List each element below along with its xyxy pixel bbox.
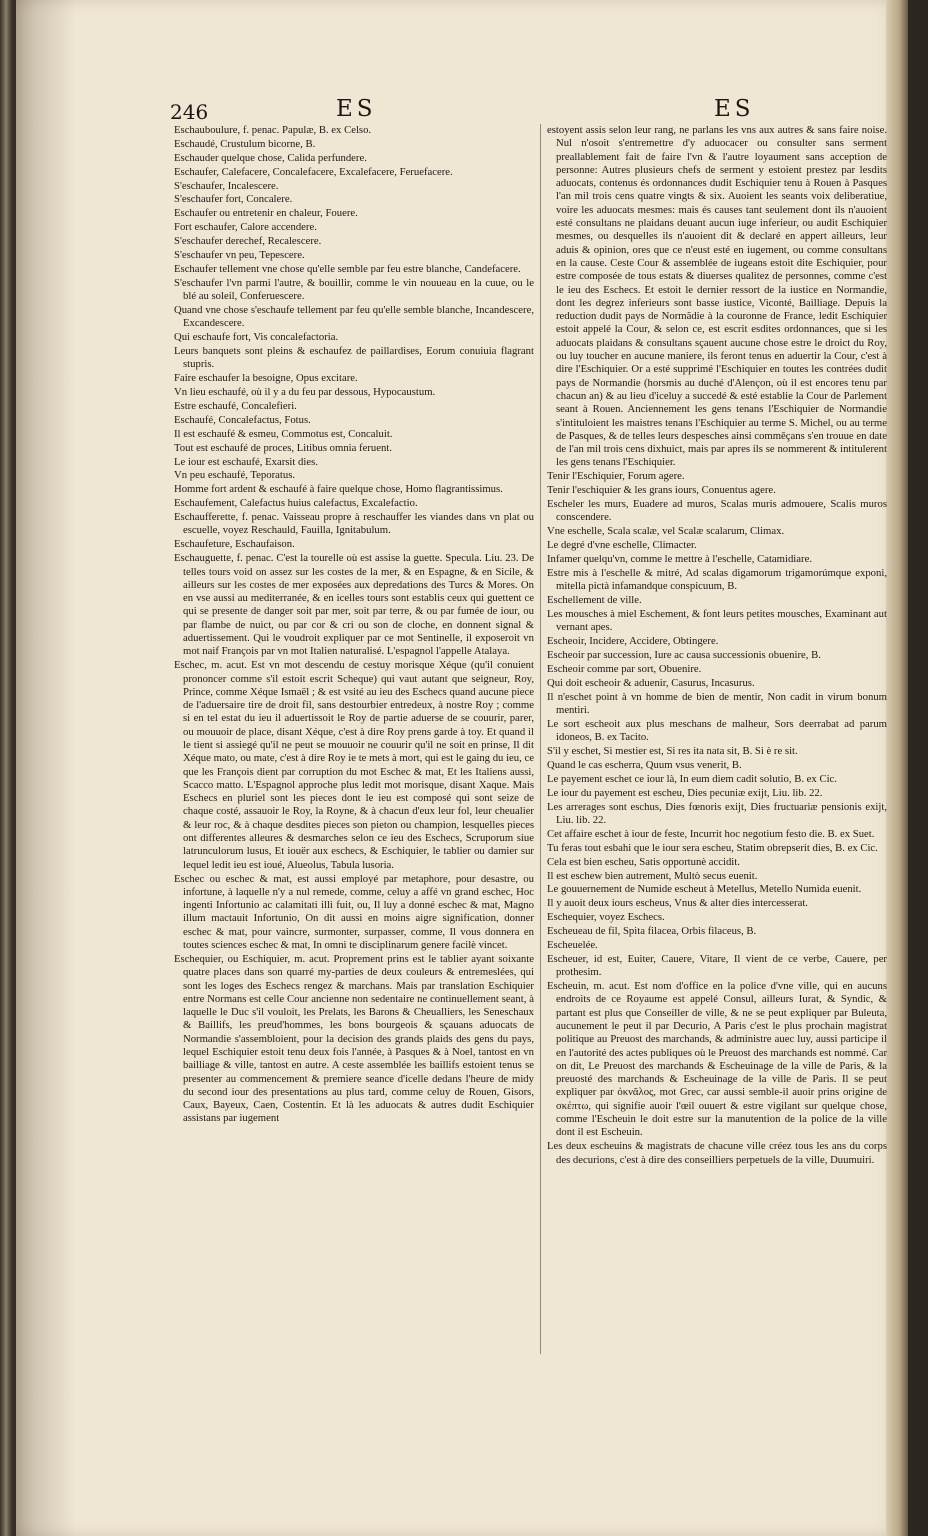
entry: Il est eschaufé & esmeu, Commotus est, Concaluit. [174, 427, 393, 440]
entry: Le sort escheoit aux plus meschans de malheur, Sors deerrabat ad parum idoneos, B. ex Tacito. [547, 717, 887, 744]
entry: Les mousches à miel Eschement, & font leurs petites mousches, Examinant aut vernant apes. [547, 608, 887, 634]
entry: Vne eschelle, Scala scalæ, vel Scalæ scalarum, Climax. [547, 525, 785, 538]
entry: Eschauder quelque chose, Calida perfundere. [174, 151, 367, 164]
page-number: 246 [170, 100, 209, 124]
entry: S'eschaufer derechef, Recalescere. [174, 235, 322, 248]
column-rule [540, 124, 541, 1354]
entry: Les deux escheuins & magistrats de chacune ville créez tous les ans du corps des decurions, c'est à dire des conseilliers perpetuels de la ville, Duumuiri. [547, 1140, 887, 1166]
entry: estoyent assis selon leur rang, ne parlans les vns aux autres & sans faire noise. Nul n'osoit s'entremettre d'y aduocacer ou consulter sans serment preallablement fait de faire l'vn & l'autre loyaument sans acception de personne: Autres plusieurs chefs de serment y estoient prestez par lesdits aduocats, contenus és ordonnances dudit Eschiquier tenu à Rouen à Pasques l'an mil trois cens quatre vingts & six. Auoient les seants voix deliberatiue, voire les aduocats mesmes: mais és causes tant seulement dont ils n'auoient esté consultans ne plaidans deuant aucun iuge inferieur, ou audit Eschiquier mesmes, ou desquelles ils n'auoient dit & declaré en appert ailleurs, leur aduis & opinion, ores que ce n'eust esté en iugement, ou comme consultans en la cause. Ceste Cour & assemblée de iugeans estoit dite Eschiquier, pour estre composée de tous estats & diuerses qualitez de personnes, comme c'est le ieu des Eschecs. Et estoit le dernier ressort de la iustice en Normandie, dont les degrez inferieurs sont basse iustice, Viconté, Bailliage. Depuis la reduction dudit pays de Normãdie à la couronne de France, ledit Eschiquier estoit appelé la Cour, & selon ce, est escrit esdites ordonnances, que si les aduocats plaidans & consultans sçauent aucune chose estre le droict du Roy, ou luy toucher en aucune maniere, ils feront tenus en aduertir la Cour, c'est à dire l'Eschiquier. Or a esté supprimé l'Eschiquier en toutes les contrées dudit pays de Normandie (horsmis au duché d'Alençon, où il est encores tenu par chacun an) & au lieu d'iceluy a succedé & esté establie la Cour de Parlement seant à Rouen. Anciennement les gens tenans l'Eschiquier de Normandie s'intituloient les maistres tenans l'Eschiquier au terme S. Michel, ou au terme de Pasques, & de telles leurs despesches ainsi commēçans s'en trouue en date de l'an mil trois cens dixhuict, mais par apres ils se nommerent & intitulerent les gens tenans l'Eschiquier. [547, 124, 887, 469]
entry: Leurs banquets sont pleins & eschaufez de paillardises, Eorum conuiuia flagrant stupris. [174, 345, 534, 371]
entry: Eschaudé, Crustulum bicorne, B. [174, 137, 316, 150]
entry: S'eschaufer l'vn parmi l'autre, & bouillir, comme le vin nouueau en la cuue, ou le blé au soleil, Conferuescere. [174, 276, 534, 303]
entry: S'il y eschet, Si mestier est, Si res ita nata sit, B. Si è re sit. [547, 745, 798, 758]
right-running-head: ES [714, 96, 755, 122]
entry: Escheueau de fil, Spita filacea, Orbis filaceus, B. [547, 925, 757, 938]
entry: Escheoir par succession, Iure ac causa successionis obuenire, B. [547, 649, 821, 662]
entry: Quand vne chose s'eschaufe tellement par feu qu'elle semble blanche, Incandescere, Excandescere. [174, 303, 534, 330]
entry: Escheoir, Incidere, Accidere, Obtingere. [547, 635, 719, 648]
entry: Eschaufé, Concalefactus, Fotus. [174, 413, 311, 426]
entry: Escheuer, id est, Euiter, Cauere, Vitare, Il vient de ce verbe, Cauere, per prothesim. [547, 952, 887, 979]
entry: Quand le cas escherra, Quum vsus venerit, B. [547, 759, 742, 772]
entry: Fort eschaufer, Calore accendere. [174, 221, 317, 234]
gutter-shadow [16, 0, 76, 1536]
entry: Le iour est eschaufé, Exarsit dies. [174, 455, 318, 468]
entry: Il y auoit deux iours escheus, Vnus & alter dies intercesserat. [547, 897, 808, 910]
entry: Homme fort ardent & eschaufé à faire quelque chose, Homo flagrantissimus. [174, 483, 503, 496]
entry: Escheler les murs, Euadere ad muros, Scalas muris admouere, Scalis muros conscendere. [547, 498, 887, 524]
entry: Infamer quelqu'vn, comme le mettre à l'eschelle, Catamidiare. [547, 553, 812, 566]
entry: S'eschaufer, Incalescere. [174, 179, 279, 192]
entry: Tenir l'Eschiquier, Forum agere. [547, 470, 685, 483]
entry: Faire eschaufer la besoigne, Opus excitare. [174, 372, 358, 385]
entry: Tu feras tout esbahi que le iour sera escheu, Statim obrepserit dies, B. ex Cic. [547, 841, 878, 854]
entry: Tenir l'eschiquier & les grans iours, Conuentus agere. [547, 484, 776, 497]
entry: Eschaufferette, f. penac. Vaisseau propre à reschauffer les viandes dans vn plat ou escuelle, voyez Reschauld, Fauilla, Ignitabulum. [174, 511, 534, 537]
entry: Cet affaire eschet à iour de feste, Incurrit hoc negotium festo die. B. ex Suet. [547, 827, 875, 840]
entry: Eschauguette, f. penac. C'est la tourelle où est assise la guette. Specula. Liu. 23. De telles tours void on assez sur les costes de la mer, & en Espagne, & en Sicile, & ailleurs sur les costes de mer exposées aux depredations des Turcs & Mores. On en vse aussi au mediterranée, & en icelles tours sont establis ceux qui guettent ce qui se presente de danger soit par mer, soit par terre, & ou par fumée de iour, ou par flambe de nuict, ou par cor & cri ou son de cloche, en donnent signal & aduertissement. Qui le voudroit expliquer par ce mot Sentinelle, il exposeroit vn mot naif François par vn mot Italien naturalisé. L'espagnol l'appelle Atalaya. [174, 552, 534, 658]
entry: Eschequier, voyez Eschecs. [547, 911, 665, 924]
left-column [174, 124, 534, 1354]
entry: Il est eschew bien autrement, Multò secus euenit. [547, 869, 758, 882]
entry: Le degré d'vne eschelle, Climacter. [547, 539, 697, 552]
entry: Vn peu eschaufé, Teporatus. [174, 469, 296, 482]
entry: Eschequier, ou Eschiquier, m. acut. Proprement prins est le tablier ayant soixante quatre places dans son quarré my-parties de deux couleurs & entremeslées, qui sont les loges des Eschecs rengez & marchans. Mais par translation Eschiquier entre Normans est celle Cour ancienne non sedentaire ne continuellement seant, à laquelle le Duc s'il vouloit, les Prelats, les Barons & Cheualliers, les Seneschaux & Baillifs, les preud'hommes, les bons bourgeois & sçauans aduocats de Normandie s'assembloient, pour la decision des grands plaids des gens du pays, lequel Eschiquier estoit tenu deux fois l'année, à Pasques & à Noel, tantost en vn bailliage & ville, tantost en autre. A ceste assemblée les baillifs estoient tenus se presenter au commencement & premiere seance d'icelle dedans l'heure de midy du second iour des presentations au plus tard, comme celuy de Rouen, Gisors, Caux, Bayeux, Caen, Costentin. Et là les aduocats & autres dudit Eschiquier assistans par iugement [174, 952, 534, 1125]
entry: Le iour du payement est escheu, Dies pecuniæ exijt, Liu. lib. 22. [547, 786, 823, 799]
entry: Le gouuernement de Numide escheut à Metellus, Metello Numida euenit. [547, 883, 862, 896]
entry: Cela est bien escheu, Satis opportunè accidit. [547, 855, 740, 868]
entry: Eschauboulure, f. penac. Papulæ, B. ex Celso. [174, 124, 372, 136]
entry: Estre mis à l'eschelle & mitré, Ad scalas digamorum trigamorúmque exponi, mitella pictà infamandque conspicuum, B. [547, 566, 887, 593]
entry: Eschaufer tellement vne chose qu'elle semble par feu estre blanche, Candefacere. [174, 262, 521, 275]
right-column [547, 124, 887, 1479]
entry: Estre eschaufé, Concalefieri. [174, 400, 297, 413]
entry: Escheuin, m. acut. Est nom d'office en la police d'vne ville, qui en aucuns endroits de ce Royaume est appelé Consul, ailleurs Iurat, & Syndic, & partant est plus que Conseiller de ville, & ne se peut expliquer par Buleuta, aucunement le peut il par Decurio, A Paris c'est le plus prochain magistrat politique au Preuost des marchands, & administre auec luy, aussi participe il en l'autorité des actes publiques où le Preuost des marchands est nommé. Car on dit, Le Preuost des marchands & Escheuinage de la ville de Paris, & la preuosté des marchands & Escheuinage de la ville de Paris. Il se peut expliquer par ὀκνᾶλος, mot Grec, car aussi semble-il auoir prins origine de σκέπτω, qui signifie auoir l'œil ouuert & estre vigilant sur quelque chose, comme l'Escheuin le doit estre sur la manutention de la police de la ville dont il est Escheuin. [547, 980, 887, 1139]
entry: Eschaufement, Calefactus huius calefactus, Excalefactio. [174, 497, 418, 510]
entry: Tout est eschaufé de proces, Litibus omnia feruent. [174, 441, 392, 454]
entry: Eschec, m. acut. Est vn mot descendu de cestuy morisque Xéque (qu'il conuient prononcer comme s'il estoit escrit Scheque) qui vaut autant que seigneur, Roy, Prince, comme Xéque Ismaël ; & est vsité au ieu des Eschecs quand aucune piece de l'aduersaire tire de droit fil, sans destourbier entredeux, à nostre Roy ; comme si en tel estat du ieu il aduertissoit le Roy de partie aduerse de se couurir, parer, ou mouuoir de place, disant Xéque, c'est à dire Roy prens garde à toy. Et quand il le tient si assiegé qu'il ne peut se mouuoir ne couurir qu'il ne soit en prinse, Il dit Xéque mato, ou mate, c'est à dire Roy ie te mets à mort, qui est le gaing du ieu, ce que les François dient par corruption du mot Eschec & mat, Et les Italiens aussi, Scacco matto. L'Espagnol approche plus ledit mot morisque, disant Xaque. Mais Eschecs en pluriel sont les pieces dont le ieu est composé qui sont seize de chaque costé, assauoir le Roy, la Royne, & à chacun d'eux leur fol, leur cheualier & leur roc, & à chaque desdites pieces son pieton ou champion, lesquelles pieces ont differentes alleures & desmarches selon ce ieu des Eschecs, Scruporum siue latrunculorum lusus, Et iouër aux eschecs, & Eschiquier, le tablier ou damier sur lequel ledit ieu est ioué, Alueolus, Tabula lusoria. [174, 659, 534, 871]
entry: Escheoir comme par sort, Obuenire. [547, 663, 702, 675]
entry: Qui eschaufe fort, Vis concalefactoria. [174, 331, 339, 344]
page-edge [886, 0, 908, 1536]
running-header [170, 96, 820, 126]
entry: Eschaufer ou entretenir en chaleur, Fouere. [174, 207, 358, 220]
left-running-head: ES [336, 96, 377, 122]
entry: Qui doit escheoir & aduenir, Casurus, Incasurus. [547, 676, 755, 689]
entry: Vn lieu eschaufé, où il y a du feu par dessous, Hypocaustum. [174, 386, 436, 399]
entry: Escheuelée. [547, 939, 598, 952]
entry: Les arrerages sont eschus, Dies fœnoris exijt, Dies fructuariæ pensionis exijt, Liu. lib. 22. [547, 800, 887, 827]
entry: S'eschaufer fort, Concalere. [174, 193, 293, 206]
entry: Eschellement de ville. [547, 594, 642, 607]
entry: Le payement eschet ce iour là, In eum diem cadit solutio, B. ex Cic. [547, 772, 837, 785]
entry: Il n'eschet point à vn homme de bien de mentir, Non cadit in virum bonum mentiri. [547, 690, 887, 717]
entry: Eschaufer, Calefacere, Concalefacere, Excalefacere, Feruefacere. [174, 165, 453, 178]
entry: S'eschaufer vn peu, Tepescere. [174, 249, 305, 262]
entry: Eschec ou eschec & mat, est aussi employé par metaphore, pour desastre, ou infortune, à laquelle n'y a nul remede, comme, celuy a affé vn grand eschec, Hoc ingenti Infortunio ac calamitati illi fuit, ou, Il luy a donné eschec & mat, Magno illum mactauit Infortunio, On dit aussi en moins aigre signification, donner eschec & mat, pour vaincre, surmonter, surpasser, comme, Il vous donnera en toutes sciences eschec & mat, In omni te disciplinarum genere facilè vincet. [174, 872, 534, 952]
entry: Eschaufeture, Eschaufaison. [174, 538, 295, 551]
